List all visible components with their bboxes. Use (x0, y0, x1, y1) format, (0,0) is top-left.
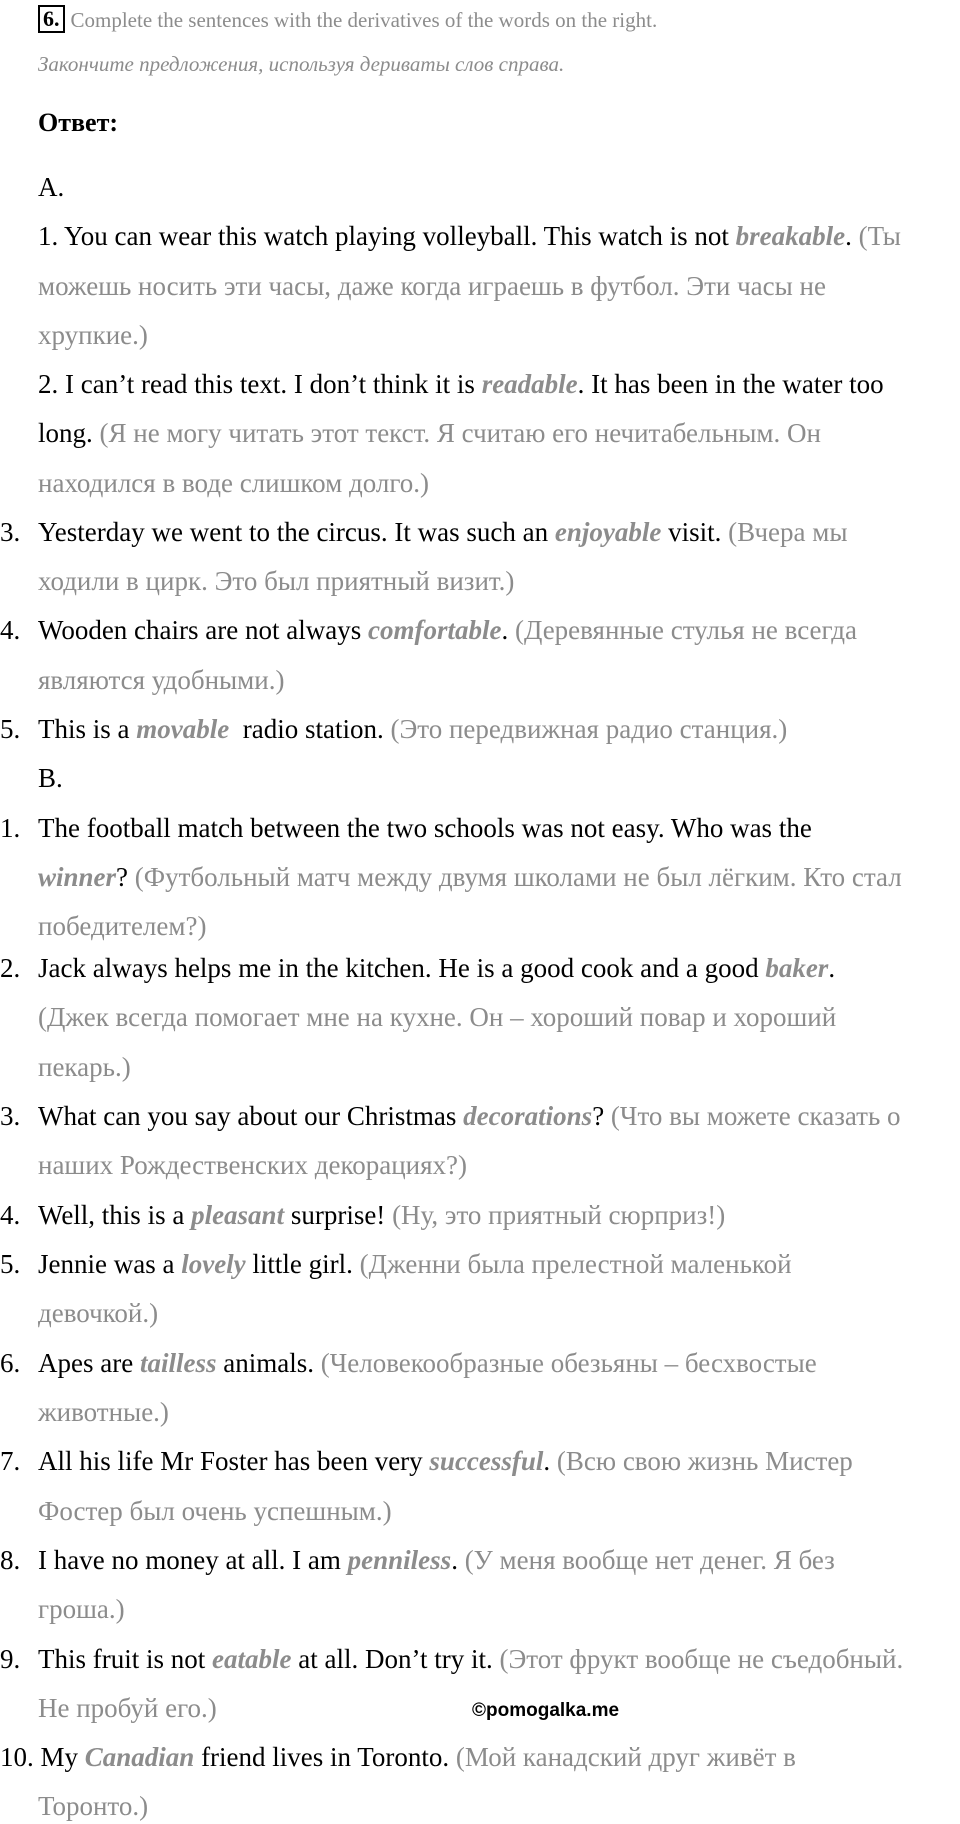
b-item-3-line-2: наших Рождественских декорациях?) (38, 1150, 467, 1180)
task-instruction-ru: Закончите предложения, используя дериваты слов справа. (38, 52, 565, 76)
answer-word: successful (429, 1446, 544, 1476)
b-item-3-line-1: 3. What can you say about our Christmas decorations? (Что вы можете сказать о (0, 1101, 901, 1131)
answer-word: lovely (181, 1249, 246, 1279)
a-item-3-line-2: ходили в цирк. Это был приятный визит.) (38, 566, 515, 596)
answer-word: comfortable (367, 615, 502, 645)
b-item-10-line-2: Торонто.) (38, 1791, 149, 1821)
section-a-label: A. (38, 172, 65, 202)
answer-word: winner (38, 862, 117, 892)
b-item-2-line-1: 2. Jack always helps me in the kitchen. He is a good cook and a good baker. (0, 953, 836, 983)
b-item-1-line-2: winner? (Футбольный матч между двумя школами не был лёгким. Кто стал (38, 862, 902, 892)
b-item-2-line-3: пекарь.) (38, 1052, 131, 1082)
b-item-7-line-1: 7. All his life Mr Foster has been very successful. (Всю свою жизнь Мистер (0, 1446, 853, 1476)
b-item-9-line-2: Не пробуй его.) (38, 1693, 217, 1723)
answer-word: Canadian (84, 1742, 195, 1772)
b-item-1-line-3: победителем?) (38, 911, 207, 941)
a-item-3-line-1: 3. Yesterday we went to the circus. It was such an enjoyable visit. (Вчера мы (0, 517, 848, 547)
b-item-4-line-1: 4. Well, this is a pleasant surprise! (Ну, это приятный сюрприз!) (0, 1200, 726, 1230)
answer-word: penniless (347, 1545, 452, 1575)
section-b-label: B. (38, 763, 63, 793)
b-item-7-line-2: Фостер был очень успешным.) (38, 1496, 392, 1526)
answer-word: movable (136, 714, 230, 744)
b-item-9-line-1: 9. This fruit is not eatable at all. Don’t try it. (Этот фрукт вообще не съедобный. (0, 1644, 904, 1674)
a-item-2-line-2: long. (Я не могу читать этот текст. Я считаю его нечитабельным. Он (38, 418, 821, 448)
answer-word: tailless (139, 1348, 217, 1378)
answer-word: eatable (212, 1644, 292, 1674)
b-item-6-line-1: 6. Apes are tailless animals. (Человекообразные обезьяны – бесхвостые (0, 1348, 817, 1378)
answer-word: breakable (735, 221, 846, 251)
answer-word: baker (765, 953, 829, 983)
b-item-8-line-1: 8. I have no money at all. I am penniless. (У меня вообще нет денег. Я без (0, 1545, 835, 1575)
answer-word: enjoyable (554, 517, 662, 547)
a-item-2-line-3: находился в воде слишком долго.) (38, 468, 429, 498)
a-item-5-line-1: 5. This is a movable radio station. (Это передвижная радио станция.) (0, 714, 788, 744)
a-item-1-line-2: можешь носить эти часы, даже когда играешь в футбол. Эти часы не (38, 271, 826, 301)
b-item-5-line-2: девочкой.) (38, 1298, 159, 1328)
b-item-6-line-2: животные.) (38, 1397, 169, 1427)
a-item-4-line-2: являются удобными.) (38, 665, 285, 695)
b-item-2-line-2: (Джек всегда помогает мне на кухне. Он – хороший повар и хороший (38, 1002, 837, 1032)
a-item-2-line-1: 2. I can’t read this text. I don’t think it is readable. It has been in the water too (38, 369, 884, 399)
answer-word: pleasant (191, 1200, 285, 1230)
watermark: ©pomogalka.me (472, 1700, 620, 1721)
answer-word: decorations (463, 1101, 593, 1131)
b-item-10-line-1: 10. My Canadian friend lives in Toronto. (Мой канадский друг живёт в (0, 1742, 796, 1772)
a-item-1-line-3: хрупкие.) (38, 320, 148, 350)
answer-label: Ответ: (38, 108, 119, 137)
task-instruction-en: Complete the sentences with the derivatives of the words on the right. (70, 8, 658, 32)
answer-word: readable (481, 369, 578, 399)
a-item-1-line-1: 1. You can wear this watch playing volleyball. This watch is not breakable. (Ты (38, 221, 901, 251)
task-header (38, 5, 657, 33)
task-number: 6. (38, 5, 65, 33)
b-item-8-line-2: гроша.) (38, 1594, 125, 1624)
b-item-1-line-1: 1. The football match between the two schools was not easy. Who was the (0, 813, 812, 843)
b-item-5-line-1: 5. Jennie was a lovely little girl. (Дженни была прелестной маленькой (0, 1249, 792, 1279)
a-item-4-line-1: 4. Wooden chairs are not always comfortable. (Деревянные стулья не всегда (0, 615, 857, 645)
